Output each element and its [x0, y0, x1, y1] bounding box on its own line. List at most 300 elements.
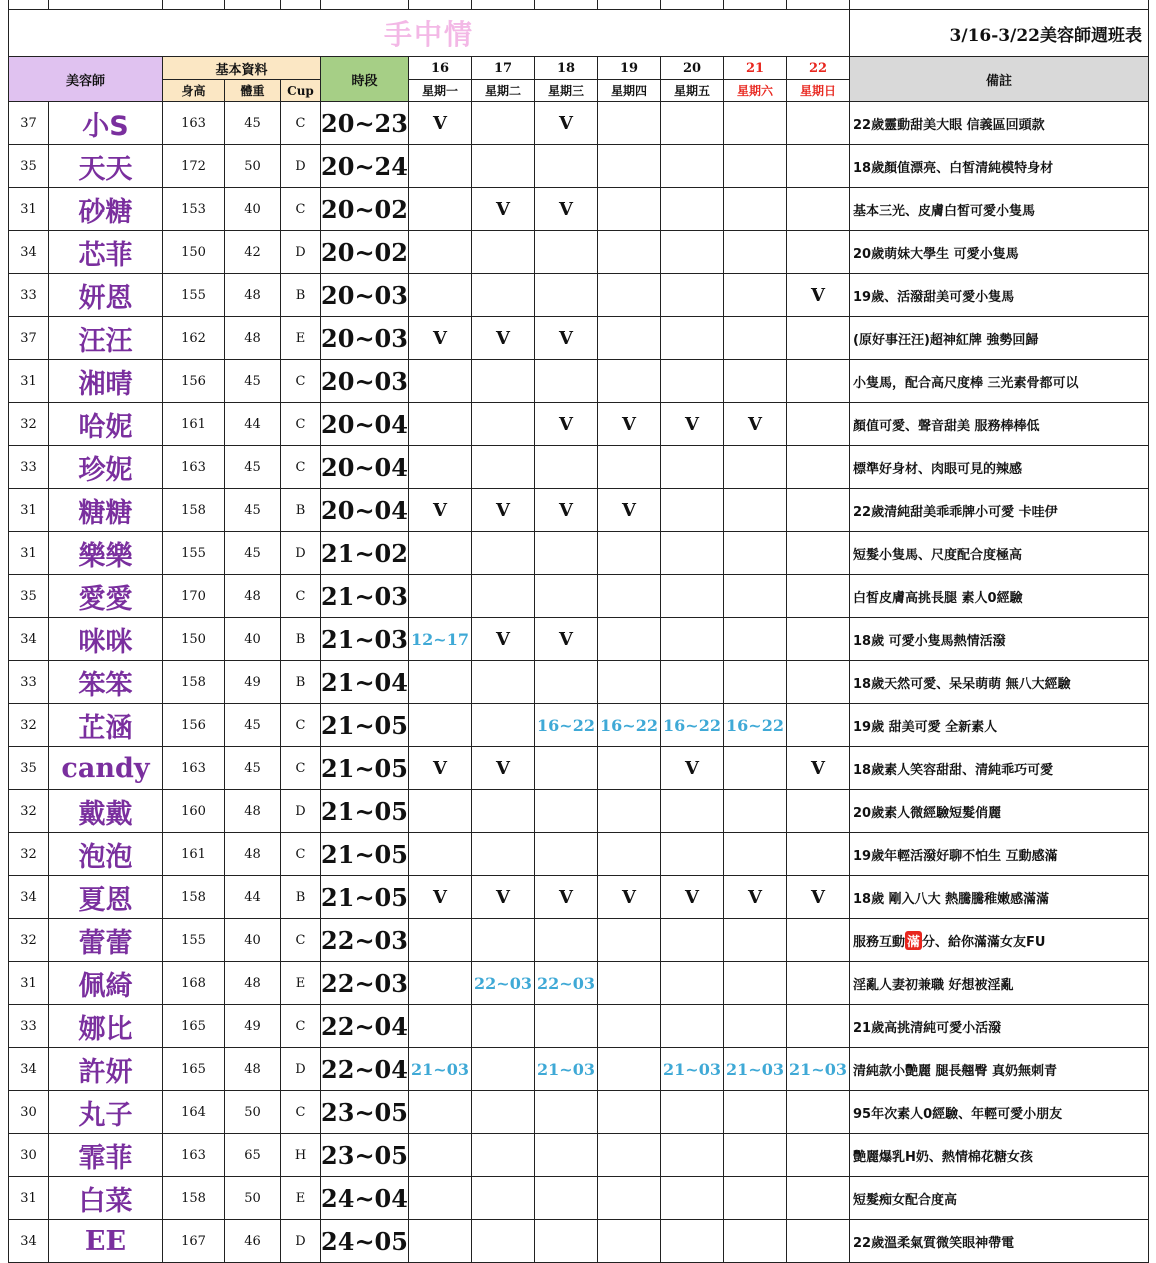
- day-cell: 16~22: [661, 704, 724, 747]
- day-cell: V: [535, 403, 598, 446]
- day-cell: [724, 188, 787, 231]
- weight-cell: 48: [225, 962, 281, 1005]
- time-slot-cell: 23~05: [321, 1091, 409, 1134]
- weight-cell: 42: [225, 231, 281, 274]
- age-cell: 37: [9, 102, 49, 145]
- weight-cell: 48: [225, 274, 281, 317]
- header-name: 美容師: [9, 57, 163, 102]
- table-row: [9, 618, 1149, 661]
- note-cell: 18歲顏值漂亮、白皙清純模特身材: [850, 145, 1149, 188]
- day-cell: [724, 317, 787, 360]
- height-cell: 167: [163, 1220, 225, 1263]
- cup-cell: C: [281, 403, 321, 446]
- day-cell: [409, 446, 472, 489]
- time-slot-cell: 20~24: [321, 145, 409, 188]
- time-slot-cell: 21~03: [321, 618, 409, 661]
- day-cell: [472, 919, 535, 962]
- day-cell: [472, 1005, 535, 1048]
- note-cell: 20歲萌妹大學生 可愛小隻馬: [850, 231, 1149, 274]
- day-cell: [661, 145, 724, 188]
- weight-cell: 45: [225, 360, 281, 403]
- header-basic: 基本資料: [163, 57, 321, 80]
- note-cell: [850, 919, 1149, 962]
- day-cell: V: [787, 747, 850, 790]
- day-cell: [787, 1005, 850, 1048]
- day-cell: [787, 403, 850, 446]
- header-weekday: 星期六: [724, 80, 787, 102]
- day-cell: V: [472, 188, 535, 231]
- day-cell: [787, 661, 850, 704]
- day-cell: [535, 1177, 598, 1220]
- height-cell: 163: [163, 1134, 225, 1177]
- day-cell: V: [661, 747, 724, 790]
- day-cell: [598, 188, 661, 231]
- day-cell: [724, 747, 787, 790]
- table-row: [9, 575, 1149, 618]
- cup-cell: C: [281, 446, 321, 489]
- name-cell: 芷涵: [49, 704, 163, 747]
- day-cell: [787, 360, 850, 403]
- note-cell: 白皙皮膚高挑長腿 素人0經驗: [850, 575, 1149, 618]
- day-cell: [598, 102, 661, 145]
- day-cell: [787, 962, 850, 1005]
- day-cell: 21~03: [661, 1048, 724, 1091]
- top-partial-row: [9, 0, 1149, 10]
- day-cell: V: [472, 747, 535, 790]
- header-weekday: 星期日: [787, 80, 850, 102]
- title-row: [9, 10, 1149, 57]
- day-cell: [472, 403, 535, 446]
- day-cell: [535, 575, 598, 618]
- note-cell: 22歲溫柔氣質微笑眼神帶電: [850, 1220, 1149, 1263]
- table-row: [9, 317, 1149, 360]
- day-cell: [535, 145, 598, 188]
- time-slot-cell: 20~03: [321, 360, 409, 403]
- day-cell: [535, 1134, 598, 1177]
- day-cell: V: [472, 876, 535, 919]
- day-cell: [598, 1005, 661, 1048]
- age-cell: 31: [9, 1177, 49, 1220]
- table-row: [9, 747, 1149, 790]
- age-cell: 31: [9, 188, 49, 231]
- cup-cell: D: [281, 790, 321, 833]
- day-cell: 16~22: [724, 704, 787, 747]
- day-cell: [409, 1220, 472, 1263]
- weight-cell: 40: [225, 919, 281, 962]
- day-cell: [661, 919, 724, 962]
- day-cell: [787, 833, 850, 876]
- day-cell: [472, 360, 535, 403]
- full-badge-icon: 滿: [905, 931, 922, 950]
- day-cell: [787, 1134, 850, 1177]
- cup-cell: H: [281, 1134, 321, 1177]
- height-cell: 156: [163, 360, 225, 403]
- header-weight: 體重: [225, 80, 281, 102]
- day-cell: [724, 231, 787, 274]
- day-cell: [409, 1091, 472, 1134]
- name-cell: 白菜: [49, 1177, 163, 1220]
- day-cell: [724, 446, 787, 489]
- day-cell: [661, 102, 724, 145]
- day-cell: [661, 231, 724, 274]
- time-slot-cell: 20~03: [321, 274, 409, 317]
- table-row: [9, 1220, 1149, 1263]
- day-cell: [724, 532, 787, 575]
- name-cell: 霏菲: [49, 1134, 163, 1177]
- day-cell: [409, 790, 472, 833]
- day-cell: [724, 962, 787, 1005]
- day-cell: [472, 231, 535, 274]
- day-cell: 22~03: [535, 962, 598, 1005]
- day-cell: [409, 145, 472, 188]
- day-cell: [472, 1048, 535, 1091]
- weight-cell: 50: [225, 1091, 281, 1134]
- age-cell: 30: [9, 1134, 49, 1177]
- day-cell: V: [535, 102, 598, 145]
- table-row: [9, 833, 1149, 876]
- day-cell: [598, 575, 661, 618]
- header-weekday: 星期一: [409, 80, 472, 102]
- time-slot-cell: 23~05: [321, 1134, 409, 1177]
- time-slot-cell: 20~23: [321, 102, 409, 145]
- day-cell: [661, 188, 724, 231]
- day-cell: [661, 1134, 724, 1177]
- cup-cell: E: [281, 317, 321, 360]
- header-height: 身高: [163, 80, 225, 102]
- day-cell: V: [409, 876, 472, 919]
- time-slot-cell: 22~04: [321, 1005, 409, 1048]
- day-cell: 21~03: [409, 1048, 472, 1091]
- weight-cell: 49: [225, 661, 281, 704]
- day-cell: [409, 962, 472, 1005]
- weight-cell: 45: [225, 102, 281, 145]
- name-cell: 糖糖: [49, 489, 163, 532]
- day-cell: [787, 919, 850, 962]
- day-cell: [535, 747, 598, 790]
- day-cell: [472, 532, 535, 575]
- height-cell: 155: [163, 919, 225, 962]
- time-slot-cell: 21~02: [321, 532, 409, 575]
- height-cell: 163: [163, 446, 225, 489]
- name-cell: EE: [49, 1220, 163, 1263]
- day-cell: V: [598, 876, 661, 919]
- day-cell: [472, 1091, 535, 1134]
- cup-cell: B: [281, 618, 321, 661]
- day-cell: [598, 274, 661, 317]
- age-cell: 31: [9, 962, 49, 1005]
- day-cell: [661, 446, 724, 489]
- cup-cell: D: [281, 532, 321, 575]
- day-cell: V: [787, 274, 850, 317]
- day-cell: [724, 1220, 787, 1263]
- day-cell: [598, 317, 661, 360]
- day-cell: [409, 833, 472, 876]
- day-cell: [661, 962, 724, 1005]
- day-cell: [598, 145, 661, 188]
- schedule-sheet: [8, 0, 1148, 1263]
- day-cell: [535, 1220, 598, 1263]
- day-cell: [787, 532, 850, 575]
- day-cell: [661, 790, 724, 833]
- name-cell: 天天: [49, 145, 163, 188]
- weight-cell: 65: [225, 1134, 281, 1177]
- cup-cell: C: [281, 919, 321, 962]
- day-cell: [787, 618, 850, 661]
- header-date: 20: [661, 57, 724, 80]
- day-cell: V: [409, 489, 472, 532]
- day-cell: [535, 532, 598, 575]
- table-row: [9, 231, 1149, 274]
- day-cell: [787, 446, 850, 489]
- day-cell: [787, 1091, 850, 1134]
- age-cell: 33: [9, 1005, 49, 1048]
- table-row: [9, 188, 1149, 231]
- day-cell: [598, 790, 661, 833]
- weight-cell: 44: [225, 876, 281, 919]
- note-text: 分、給你滿滿女友FU: [922, 934, 1046, 950]
- table-row: [9, 1091, 1149, 1134]
- day-cell: [661, 1005, 724, 1048]
- weight-cell: 46: [225, 1220, 281, 1263]
- time-slot-cell: 20~04: [321, 489, 409, 532]
- age-cell: 35: [9, 747, 49, 790]
- table-row: [9, 446, 1149, 489]
- weight-cell: 49: [225, 1005, 281, 1048]
- day-cell: [787, 1177, 850, 1220]
- table-row: [9, 1177, 1149, 1220]
- age-cell: 31: [9, 489, 49, 532]
- day-cell: [724, 1134, 787, 1177]
- day-cell: [787, 790, 850, 833]
- table-row: [9, 532, 1149, 575]
- weight-cell: 45: [225, 747, 281, 790]
- table-row: [9, 489, 1149, 532]
- age-cell: 34: [9, 876, 49, 919]
- day-cell: [472, 833, 535, 876]
- weight-cell: 48: [225, 833, 281, 876]
- day-cell: [409, 1005, 472, 1048]
- day-cell: [409, 1134, 472, 1177]
- name-cell: 湘晴: [49, 360, 163, 403]
- day-cell: [724, 575, 787, 618]
- day-cell: [472, 274, 535, 317]
- height-cell: 153: [163, 188, 225, 231]
- height-cell: 150: [163, 231, 225, 274]
- weight-cell: 48: [225, 790, 281, 833]
- week-title: 3/16-3/22美容師週班表: [850, 10, 1149, 57]
- cup-cell: C: [281, 102, 321, 145]
- day-cell: [724, 661, 787, 704]
- table-row: [9, 876, 1149, 919]
- day-cell: 16~22: [598, 704, 661, 747]
- cup-cell: C: [281, 747, 321, 790]
- note-cell: 22歲靈動甜美大眼 信義區回頭款: [850, 102, 1149, 145]
- day-cell: [724, 1177, 787, 1220]
- height-cell: 170: [163, 575, 225, 618]
- cup-cell: B: [281, 489, 321, 532]
- day-cell: [535, 360, 598, 403]
- day-cell: 16~22: [535, 704, 598, 747]
- age-cell: 32: [9, 833, 49, 876]
- day-cell: [787, 1220, 850, 1263]
- note-cell: 19歲、活潑甜美可愛小隻馬: [850, 274, 1149, 317]
- day-cell: V: [661, 876, 724, 919]
- age-cell: 33: [9, 274, 49, 317]
- day-cell: [598, 446, 661, 489]
- cup-cell: C: [281, 704, 321, 747]
- header-date: 22: [787, 57, 850, 80]
- time-slot-cell: 20~04: [321, 403, 409, 446]
- name-cell: 砂糖: [49, 188, 163, 231]
- day-cell: [472, 790, 535, 833]
- day-cell: [598, 532, 661, 575]
- name-cell: 愛愛: [49, 575, 163, 618]
- height-cell: 158: [163, 661, 225, 704]
- name-cell: 夏恩: [49, 876, 163, 919]
- day-cell: V: [535, 188, 598, 231]
- day-cell: [661, 833, 724, 876]
- height-cell: 160: [163, 790, 225, 833]
- day-cell: [598, 833, 661, 876]
- header-row-1: [9, 57, 1149, 80]
- header-date: 19: [598, 57, 661, 80]
- table-row: [9, 1048, 1149, 1091]
- name-cell: 娜比: [49, 1005, 163, 1048]
- cup-cell: C: [281, 1005, 321, 1048]
- day-cell: [661, 360, 724, 403]
- day-cell: [409, 575, 472, 618]
- note-cell: 小隻馬，配合高尺度棒 三光素骨都可以: [850, 360, 1149, 403]
- table-row: [9, 919, 1149, 962]
- day-cell: [661, 1091, 724, 1134]
- day-cell: [724, 489, 787, 532]
- day-cell: [409, 919, 472, 962]
- time-slot-cell: 20~02: [321, 188, 409, 231]
- height-cell: 164: [163, 1091, 225, 1134]
- day-cell: [598, 661, 661, 704]
- day-cell: [535, 661, 598, 704]
- day-cell: [598, 1177, 661, 1220]
- day-cell: [787, 575, 850, 618]
- table-row: [9, 1134, 1149, 1177]
- age-cell: 31: [9, 360, 49, 403]
- day-cell: [661, 575, 724, 618]
- day-cell: 12~17: [409, 618, 472, 661]
- day-cell: [409, 532, 472, 575]
- name-cell: 蕾蕾: [49, 919, 163, 962]
- cup-cell: E: [281, 1177, 321, 1220]
- note-cell: 18歲 剛入八大 熱騰騰稚嫩感滿滿: [850, 876, 1149, 919]
- age-cell: 31: [9, 532, 49, 575]
- weight-cell: 48: [225, 317, 281, 360]
- cup-cell: D: [281, 145, 321, 188]
- header-date: 21: [724, 57, 787, 80]
- cup-cell: C: [281, 1091, 321, 1134]
- day-cell: 21~03: [787, 1048, 850, 1091]
- time-slot-cell: 21~04: [321, 661, 409, 704]
- time-slot-cell: 21~05: [321, 747, 409, 790]
- age-cell: 34: [9, 231, 49, 274]
- table-row: [9, 403, 1149, 446]
- day-cell: [409, 661, 472, 704]
- day-cell: [598, 919, 661, 962]
- name-cell: 汪汪: [49, 317, 163, 360]
- name-cell: 泡泡: [49, 833, 163, 876]
- day-cell: [472, 575, 535, 618]
- day-cell: [535, 919, 598, 962]
- day-cell: [598, 1220, 661, 1263]
- height-cell: 150: [163, 618, 225, 661]
- time-slot-cell: 21~05: [321, 833, 409, 876]
- note-cell: 短髮小隻馬、尺度配合度極高: [850, 532, 1149, 575]
- header-weekday: 星期二: [472, 80, 535, 102]
- day-cell: [472, 145, 535, 188]
- table-row: [9, 704, 1149, 747]
- day-cell: [787, 145, 850, 188]
- age-cell: 35: [9, 575, 49, 618]
- day-cell: [535, 231, 598, 274]
- time-slot-cell: 22~04: [321, 1048, 409, 1091]
- height-cell: 165: [163, 1005, 225, 1048]
- weight-cell: 50: [225, 1177, 281, 1220]
- weight-cell: 40: [225, 618, 281, 661]
- note-cell: 淫亂人妻初兼職 好想被淫亂: [850, 962, 1149, 1005]
- height-cell: 161: [163, 833, 225, 876]
- day-cell: V: [535, 317, 598, 360]
- day-cell: [409, 274, 472, 317]
- height-cell: 162: [163, 317, 225, 360]
- day-cell: [787, 188, 850, 231]
- height-cell: 158: [163, 876, 225, 919]
- day-cell: [409, 188, 472, 231]
- note-cell: 95年次素人0經驗、年輕可愛小朋友: [850, 1091, 1149, 1134]
- header-date: 17: [472, 57, 535, 80]
- time-slot-cell: 22~03: [321, 962, 409, 1005]
- note-cell: 清純款小艷麗 腿長翹臀 真奶無刺青: [850, 1048, 1149, 1091]
- time-slot-cell: 21~05: [321, 876, 409, 919]
- day-cell: 21~03: [535, 1048, 598, 1091]
- cup-cell: D: [281, 231, 321, 274]
- day-cell: V: [409, 747, 472, 790]
- time-slot-cell: 21~05: [321, 790, 409, 833]
- note-cell: 19歲年輕活潑好聊不怕生 互動感滿: [850, 833, 1149, 876]
- age-cell: 35: [9, 145, 49, 188]
- time-slot-cell: 24~05: [321, 1220, 409, 1263]
- weight-cell: 50: [225, 145, 281, 188]
- day-cell: [787, 489, 850, 532]
- name-cell: 珍妮: [49, 446, 163, 489]
- day-cell: [787, 102, 850, 145]
- table-row: [9, 360, 1149, 403]
- name-cell: 咪咪: [49, 618, 163, 661]
- note-cell: 18歲天然可愛、呆呆萌萌 無八大經驗: [850, 661, 1149, 704]
- day-cell: [661, 661, 724, 704]
- name-cell: 妍恩: [49, 274, 163, 317]
- day-cell: [472, 446, 535, 489]
- cup-cell: C: [281, 575, 321, 618]
- time-slot-cell: 20~04: [321, 446, 409, 489]
- note-cell: 21歲高挑清純可愛小活潑: [850, 1005, 1149, 1048]
- day-cell: [535, 833, 598, 876]
- height-cell: 163: [163, 747, 225, 790]
- age-cell: 33: [9, 446, 49, 489]
- cup-cell: C: [281, 833, 321, 876]
- note-cell: 20歲素人微經驗短髮俏麗: [850, 790, 1149, 833]
- day-cell: V: [724, 403, 787, 446]
- day-cell: [472, 102, 535, 145]
- day-cell: [472, 704, 535, 747]
- day-cell: [598, 618, 661, 661]
